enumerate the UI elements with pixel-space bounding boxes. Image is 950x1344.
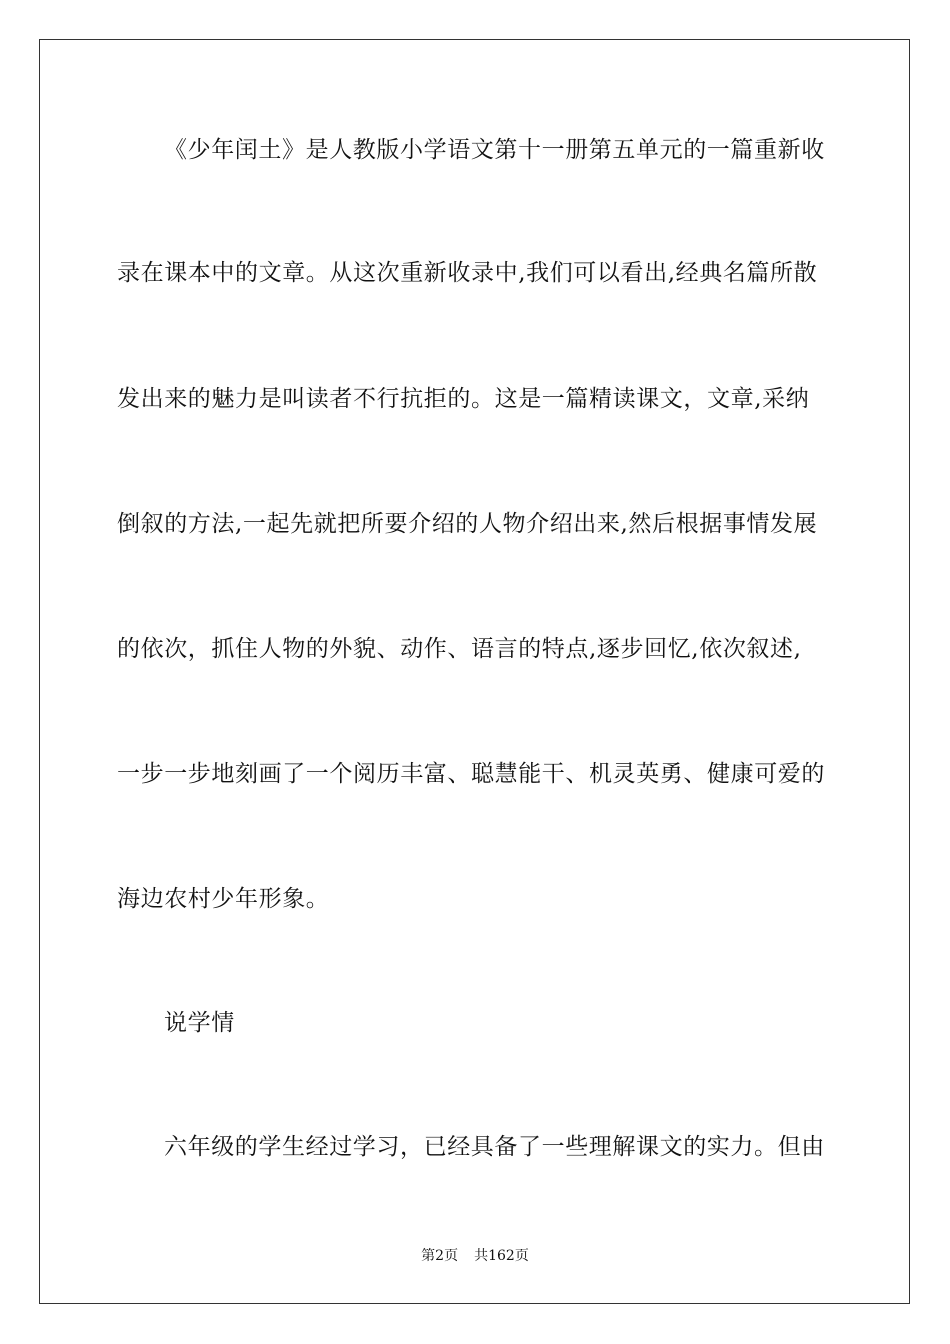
page-frame xyxy=(39,39,910,1304)
page-total: 共162页 xyxy=(474,1248,529,1264)
section-heading: 说学情 xyxy=(164,1010,235,1036)
paragraph-line: 《少年闰土》是人教版小学语文第十一册第五单元的一篇重新收 xyxy=(164,137,825,163)
paragraph-line: 倒叙的方法,一起先就把所要介绍的人物介绍出来,然后根据事情发展 xyxy=(117,511,818,537)
paragraph-line: 录在课本中的文章。从这次重新收录中,我们可以看出,经典名篇所散 xyxy=(117,260,818,286)
paragraph-line: 发出来的魅力是叫读者不行抗拒的。这是一篇精读课文，文章,采纳 xyxy=(117,386,810,412)
page-number: 第2页 xyxy=(421,1248,459,1264)
paragraph-line: 海边农村少年形象。 xyxy=(117,886,330,912)
paragraph-line: 一步一步地刻画了一个阅历丰富、聪慧能干、机灵英勇、健康可爱的 xyxy=(117,761,825,787)
paragraph-line: 六年级的学生经过学习，已经具备了一些理解课文的实力。但由 xyxy=(164,1134,825,1160)
paragraph-line: 的依次，抓住人物的外貌、动作、语言的特点,逐步回忆,依次叙述, xyxy=(117,636,802,662)
page-footer xyxy=(0,1246,950,1266)
